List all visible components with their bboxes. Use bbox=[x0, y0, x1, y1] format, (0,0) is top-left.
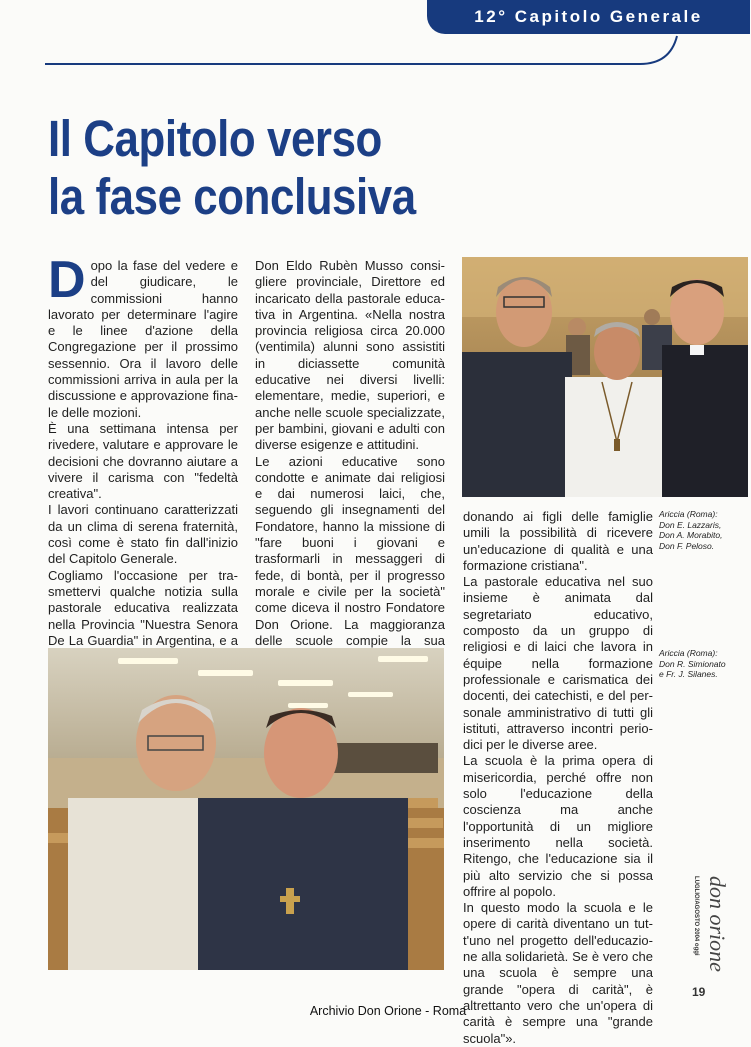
article-headline bbox=[48, 110, 416, 226]
caption-line: Don R. Simionato bbox=[659, 658, 726, 669]
page-number: 19 bbox=[692, 985, 706, 999]
caption-line: Don E. Lazzaris, bbox=[659, 519, 722, 530]
caption-line: Ariccia (Roma): bbox=[659, 648, 718, 658]
photo-caption-1 bbox=[659, 509, 751, 551]
svg-text:don orione: don orione bbox=[705, 876, 730, 972]
photo-two-priests-hall bbox=[48, 648, 444, 970]
photo-caption-2 bbox=[659, 648, 751, 680]
paragraph: In questo modo la scuola e le opere di carità diventano un tutt'uno nel progetto dell'educazione alla solidarietà. Se è vero che una scuola è sempre una grande "opera di carità", è altrettanto vero che un'opera di carità è sempre una "grande scuola"». bbox=[463, 900, 653, 1046]
article-column-1 bbox=[48, 251, 238, 665]
paragraph: La pastorale educativa nel suo insieme è animata dal segretariato educativo, composto da un gruppo di religiosi e di laici che lavora in équipe nella formazione professionale e carismatica dei docenti, dei catechisti, e del personale amministrativo di tutti gli istituti, attraverso incontri periodici per le diverse aree. bbox=[463, 574, 653, 753]
header-rule bbox=[45, 30, 685, 70]
caption-line: Don F. Peloso. bbox=[659, 540, 715, 551]
paragraph: opo la fase del vedere e del giudicare, le commissioni hanno lavorato per determinare l'agire e le linee d'azione della Congregazione per il prossimo sessennio. Ora il lavoro delle commissioni arriva in aula per la discussione e approvazione finale delle mozioni. bbox=[48, 258, 238, 420]
paragraph: Cogliamo l'occasione per trasmettervi qualche notizia sulla pastorale educativa realizzata nella Provincia "Nuestra Senora De La Guardia" in Argentina, e a bbox=[48, 567, 238, 648]
paragraph: La scuola è la prima opera di misericordia, perché offre non solo l'educazione della coscienza ma anche l'opportunità di un migliore inserimento nella società. Ritengo, che l'educazione sia il più alto servizio che si possa offrire al popolo. bbox=[463, 753, 653, 899]
headline-line-1: Il Capitolo verso bbox=[48, 110, 382, 167]
paragraph: I lavori continuano caratterizzati da un clima di serena fraternità, così come è stato fin dall'inizio del Capitolo Generale. bbox=[48, 502, 238, 567]
photo-three-priests bbox=[462, 257, 748, 497]
headline-line-2: la fase conclusiva bbox=[48, 168, 416, 225]
caption-line: Ariccia (Roma): bbox=[659, 509, 718, 519]
drop-cap: D bbox=[48, 251, 86, 309]
paragraph: Don Eldo Rubèn Musso consigliere provinciale, Direttore ed incaricato della pastorale educativa in Argentina. «Nella nostra provincia religiosa circa 20.000 (ventimila) alunni sono assistiti in diciassette comunità educative nei diversi livelli: elementare, medie, superiori, e anche nelle scuole specializzate, per bambini, giovani e adulti con diverse esigenze e attitudini. bbox=[255, 258, 445, 453]
paragraph: Le azioni educative sono condotte e animate dai religiosi e dai numerosi laici, che, seguendo gli insegnamenti del Fondatore, hanno la missione di "fare buoni i giovani e trasformarli in messaggeri di fede, di bontà, per il progresso morale e civile per la società" come diceva il nostro Fondatore Don Orione. La maggioranza delle scuole compie la sua bbox=[255, 453, 445, 648]
print-through-ghost bbox=[560, 118, 577, 187]
article-column-2 bbox=[255, 258, 445, 665]
svg-text:LUGLIO/AGOSTO 2004 oggi: LUGLIO/AGOSTO 2004 oggi bbox=[693, 876, 699, 956]
paragraph: donando ai figli delle famiglie umili la possibilità di ricevere un'educazione di qualità e una formazione cristiana". bbox=[463, 509, 653, 573]
archive-credit: Archivio Don Orione - Roma bbox=[309, 1004, 467, 1018]
article-column-3 bbox=[463, 509, 653, 1047]
caption-line: Don A. Morabito, bbox=[659, 530, 723, 540]
section-tab bbox=[427, 0, 750, 34]
section-title: 12° Capitolo Generale bbox=[474, 7, 703, 26]
don-orione-masthead-logo bbox=[686, 872, 730, 972]
caption-line: e Fr. J. Silanes. bbox=[659, 669, 718, 679]
paragraph: È una settimana intensa per rivedere, valutare e approvare le decisioni che dovranno aiutare a vivere il carisma con "fedeltà creativa". bbox=[48, 420, 238, 502]
